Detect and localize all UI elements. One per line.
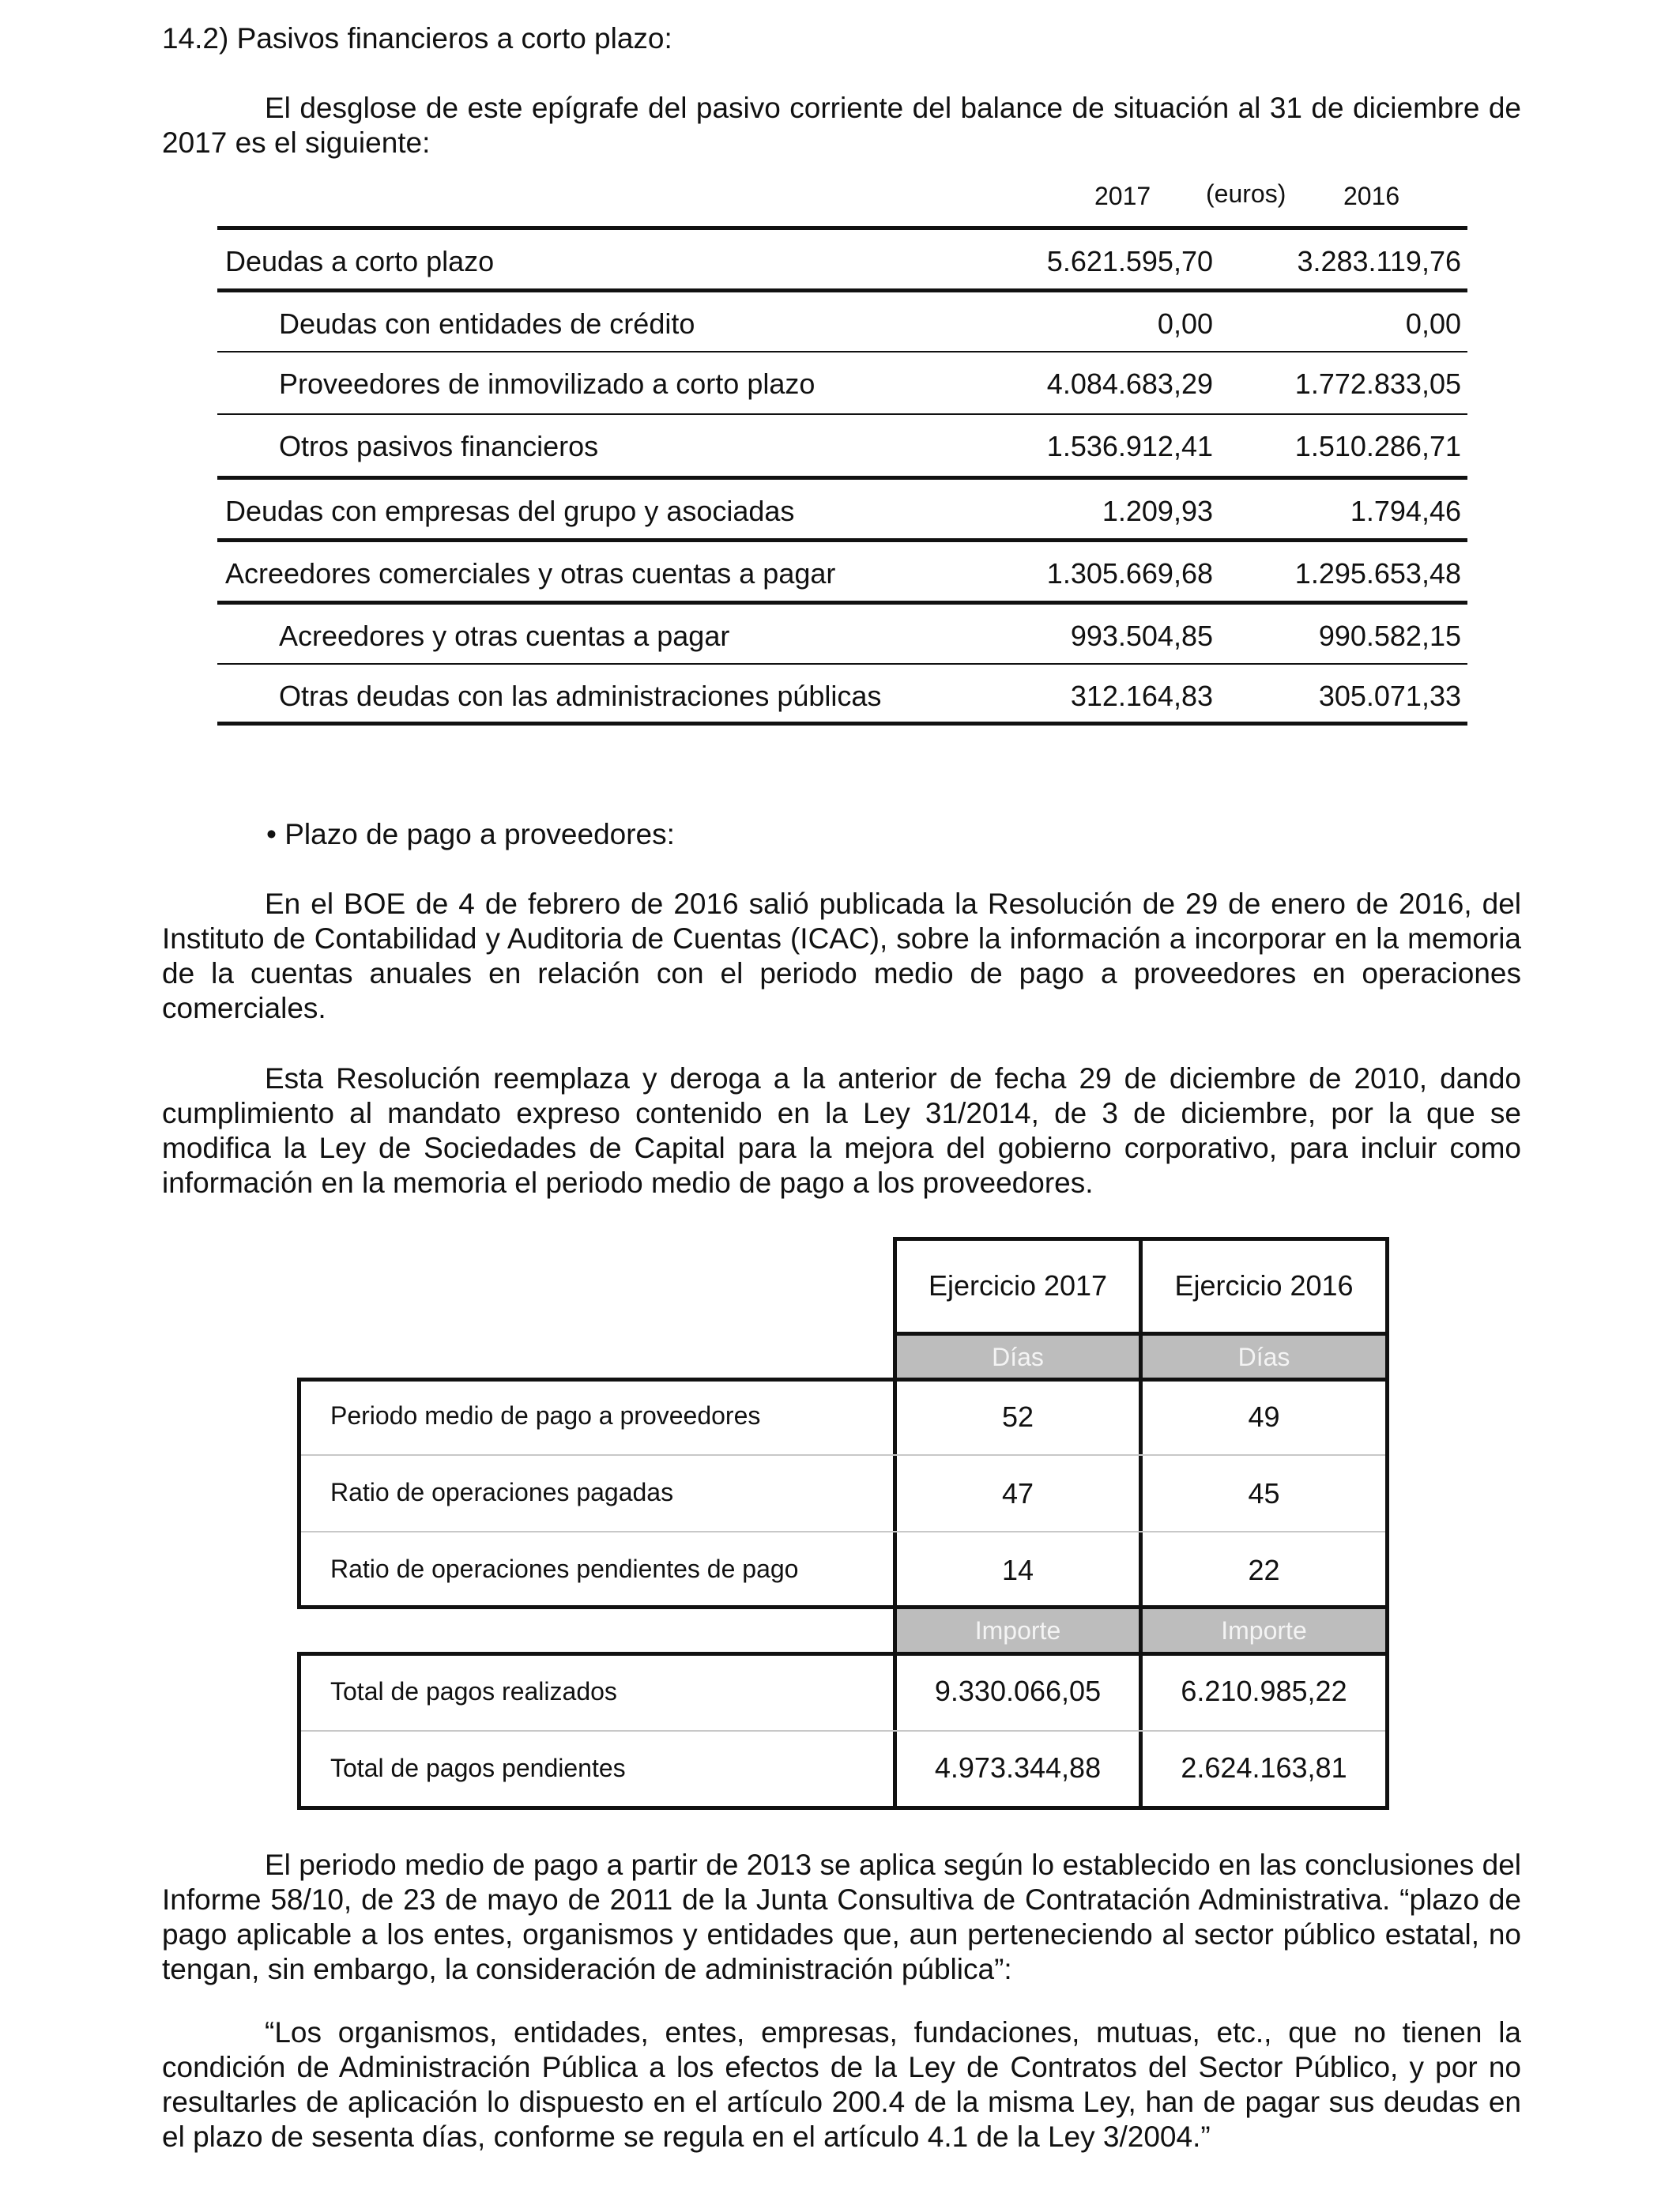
table2-sub-amount-2017: Importe xyxy=(893,1609,1143,1653)
table2-row-value-2016: 22 xyxy=(1248,1554,1280,1586)
table-row xyxy=(217,288,1467,351)
table2-row-value-2017: 4.973.344,88 xyxy=(934,1751,1102,1784)
row-value-2017: 0,00 xyxy=(1157,307,1213,340)
row-label: Proveedores de inmovilizado a corto plazo xyxy=(279,368,816,400)
row-label: Otros pasivos financieros xyxy=(279,430,599,462)
paragraph-resolution: Esta Resolución reemplaza y deroga a la anterior de fecha 29 de diciembre de 2010, dando cumplimiento al mandato expreso contenido en la Ley 31/2014, de 3 de diciembre, por la que se modifica la Ley de Sociedades de Capital para la mejora del gobierno corporativo, para incluir como información en la memoria el periodo medio de pago a los proveedores. xyxy=(162,1062,1521,1199)
row-label: Deudas con entidades de crédito xyxy=(279,307,695,340)
row-value-2016: 1.794,46 xyxy=(1350,495,1461,527)
bullet-heading: • Plazo de pago a proveedores: xyxy=(266,818,675,850)
row-value-2017: 1.536.912,41 xyxy=(1046,430,1213,462)
table-row xyxy=(217,226,1467,288)
section-title: 14.2) Pasivos financieros a corto plazo: xyxy=(162,22,672,55)
table1-header-2016: 2016 xyxy=(1343,182,1400,210)
table2-col-2016: Ejercicio 2016 xyxy=(1174,1269,1354,1302)
row-value-2017: 1.305.669,68 xyxy=(1046,557,1213,590)
table2-row-separator xyxy=(301,1454,1385,1456)
liabilities-table xyxy=(217,226,1467,726)
table1-header-units: (euros) xyxy=(1206,179,1286,208)
paragraph-quote: “Los organismos, entidades, entes, empresas, fundaciones, mutuas, etc., que no tienen la condición de Administración Pública a los efectos de la Ley de Contratos del Sector Público, y por no resultarles de aplicación lo dispuesto en el artículo 200.4 de la misma Ley, han de pagar sus deudas en el plazo de sesenta días, conforme se regula en el artículo 4.1 de la Ley 3/2004.” xyxy=(162,2016,1521,2153)
table2-col-2017: Ejercicio 2017 xyxy=(928,1269,1108,1302)
row-value-2017: 312.164,83 xyxy=(1070,680,1213,712)
row-value-2017: 993.504,85 xyxy=(1070,620,1213,652)
table-row xyxy=(217,413,1467,476)
row-value-2016: 1.295.653,48 xyxy=(1294,557,1461,590)
row-value-2016: 305.071,33 xyxy=(1318,680,1461,712)
table2-row-value-2016: 49 xyxy=(1248,1400,1280,1433)
row-value-2016: 1.772.833,05 xyxy=(1294,368,1461,400)
table2-sub-days-2016: Días xyxy=(1139,1336,1389,1378)
row-label: Otras deudas con las administraciones públicas xyxy=(279,680,882,712)
table2-row-label: Total de pagos realizados xyxy=(330,1677,617,1706)
table2-row-value-2016: 2.624.163,81 xyxy=(1181,1751,1347,1784)
paragraph-informe: El periodo medio de pago a partir de 2013 se aplica según lo establecido en las conclusiones del Informe 58/10, de 23 de mayo de 2011 de la Junta Consultiva de Contratación Administrativa. “plazo de pago aplicable a los entes, organismos y entidades que, aun perteneciendo al sector público estatal, no tengan, sin embargo, la consideración de administración pública”: xyxy=(162,1849,1521,1985)
table2-row-value-2016: 6.210.985,22 xyxy=(1181,1675,1347,1707)
table-row xyxy=(217,538,1467,601)
table2-sub-days-2017: Días xyxy=(893,1336,1143,1378)
table-row xyxy=(217,476,1467,538)
table2-row-label: Total de pagos pendientes xyxy=(330,1754,626,1782)
table2-row-value-2017: 14 xyxy=(1001,1554,1034,1586)
row-label: Deudas con empresas del grupo y asociadas xyxy=(225,495,795,527)
row-value-2016: 1.510.286,71 xyxy=(1294,430,1461,462)
row-value-2017: 1.209,93 xyxy=(1102,495,1213,527)
table2-row-value-2017: 47 xyxy=(1001,1477,1034,1510)
table2-row-value-2017: 52 xyxy=(1001,1400,1034,1433)
row-value-2017: 4.084.683,29 xyxy=(1046,368,1213,400)
row-value-2016: 990.582,15 xyxy=(1318,620,1461,652)
table2-row-separator xyxy=(301,1730,1385,1732)
row-value-2016: 0,00 xyxy=(1405,307,1461,340)
row-value-2017: 5.621.595,70 xyxy=(1046,245,1213,277)
table-row xyxy=(217,663,1467,726)
table-row xyxy=(217,601,1467,663)
paragraph-boe: En el BOE de 4 de febrero de 2016 salió publicada la Resolución de 29 de enero de 2016, del Instituto de Contabilidad y Auditoria de Cuentas (ICAC), sobre la información a incorporar en la memoria de la cuentas anuales en relación con el periodo medio de pago a proveedores en operaciones comerciales. xyxy=(162,888,1521,1024)
table2-sub-amount-2016: Importe xyxy=(1139,1609,1389,1653)
table2-row-value-2017: 9.330.066,05 xyxy=(934,1675,1102,1707)
table1-header-2017: 2017 xyxy=(1094,182,1151,210)
row-value-2016: 3.283.119,76 xyxy=(1297,245,1461,277)
row-label: Deudas a corto plazo xyxy=(225,245,495,277)
row-label: Acreedores comerciales y otras cuentas a pagar xyxy=(225,557,836,590)
table2-row-label: Periodo medio de pago a proveedores xyxy=(330,1401,761,1430)
table2-row-separator xyxy=(301,1531,1385,1532)
row-label: Acreedores y otras cuentas a pagar xyxy=(279,620,730,652)
table-row xyxy=(217,351,1467,413)
table2-row-label: Ratio de operaciones pendientes de pago xyxy=(330,1555,799,1583)
table2-row-label: Ratio de operaciones pagadas xyxy=(330,1478,674,1506)
table2-row-value-2016: 45 xyxy=(1248,1477,1280,1510)
intro-paragraph: El desglose de este epígrafe del pasivo corriente del balance de situación al 31 de diciembre de 2017 es el siguiente: xyxy=(162,92,1521,159)
